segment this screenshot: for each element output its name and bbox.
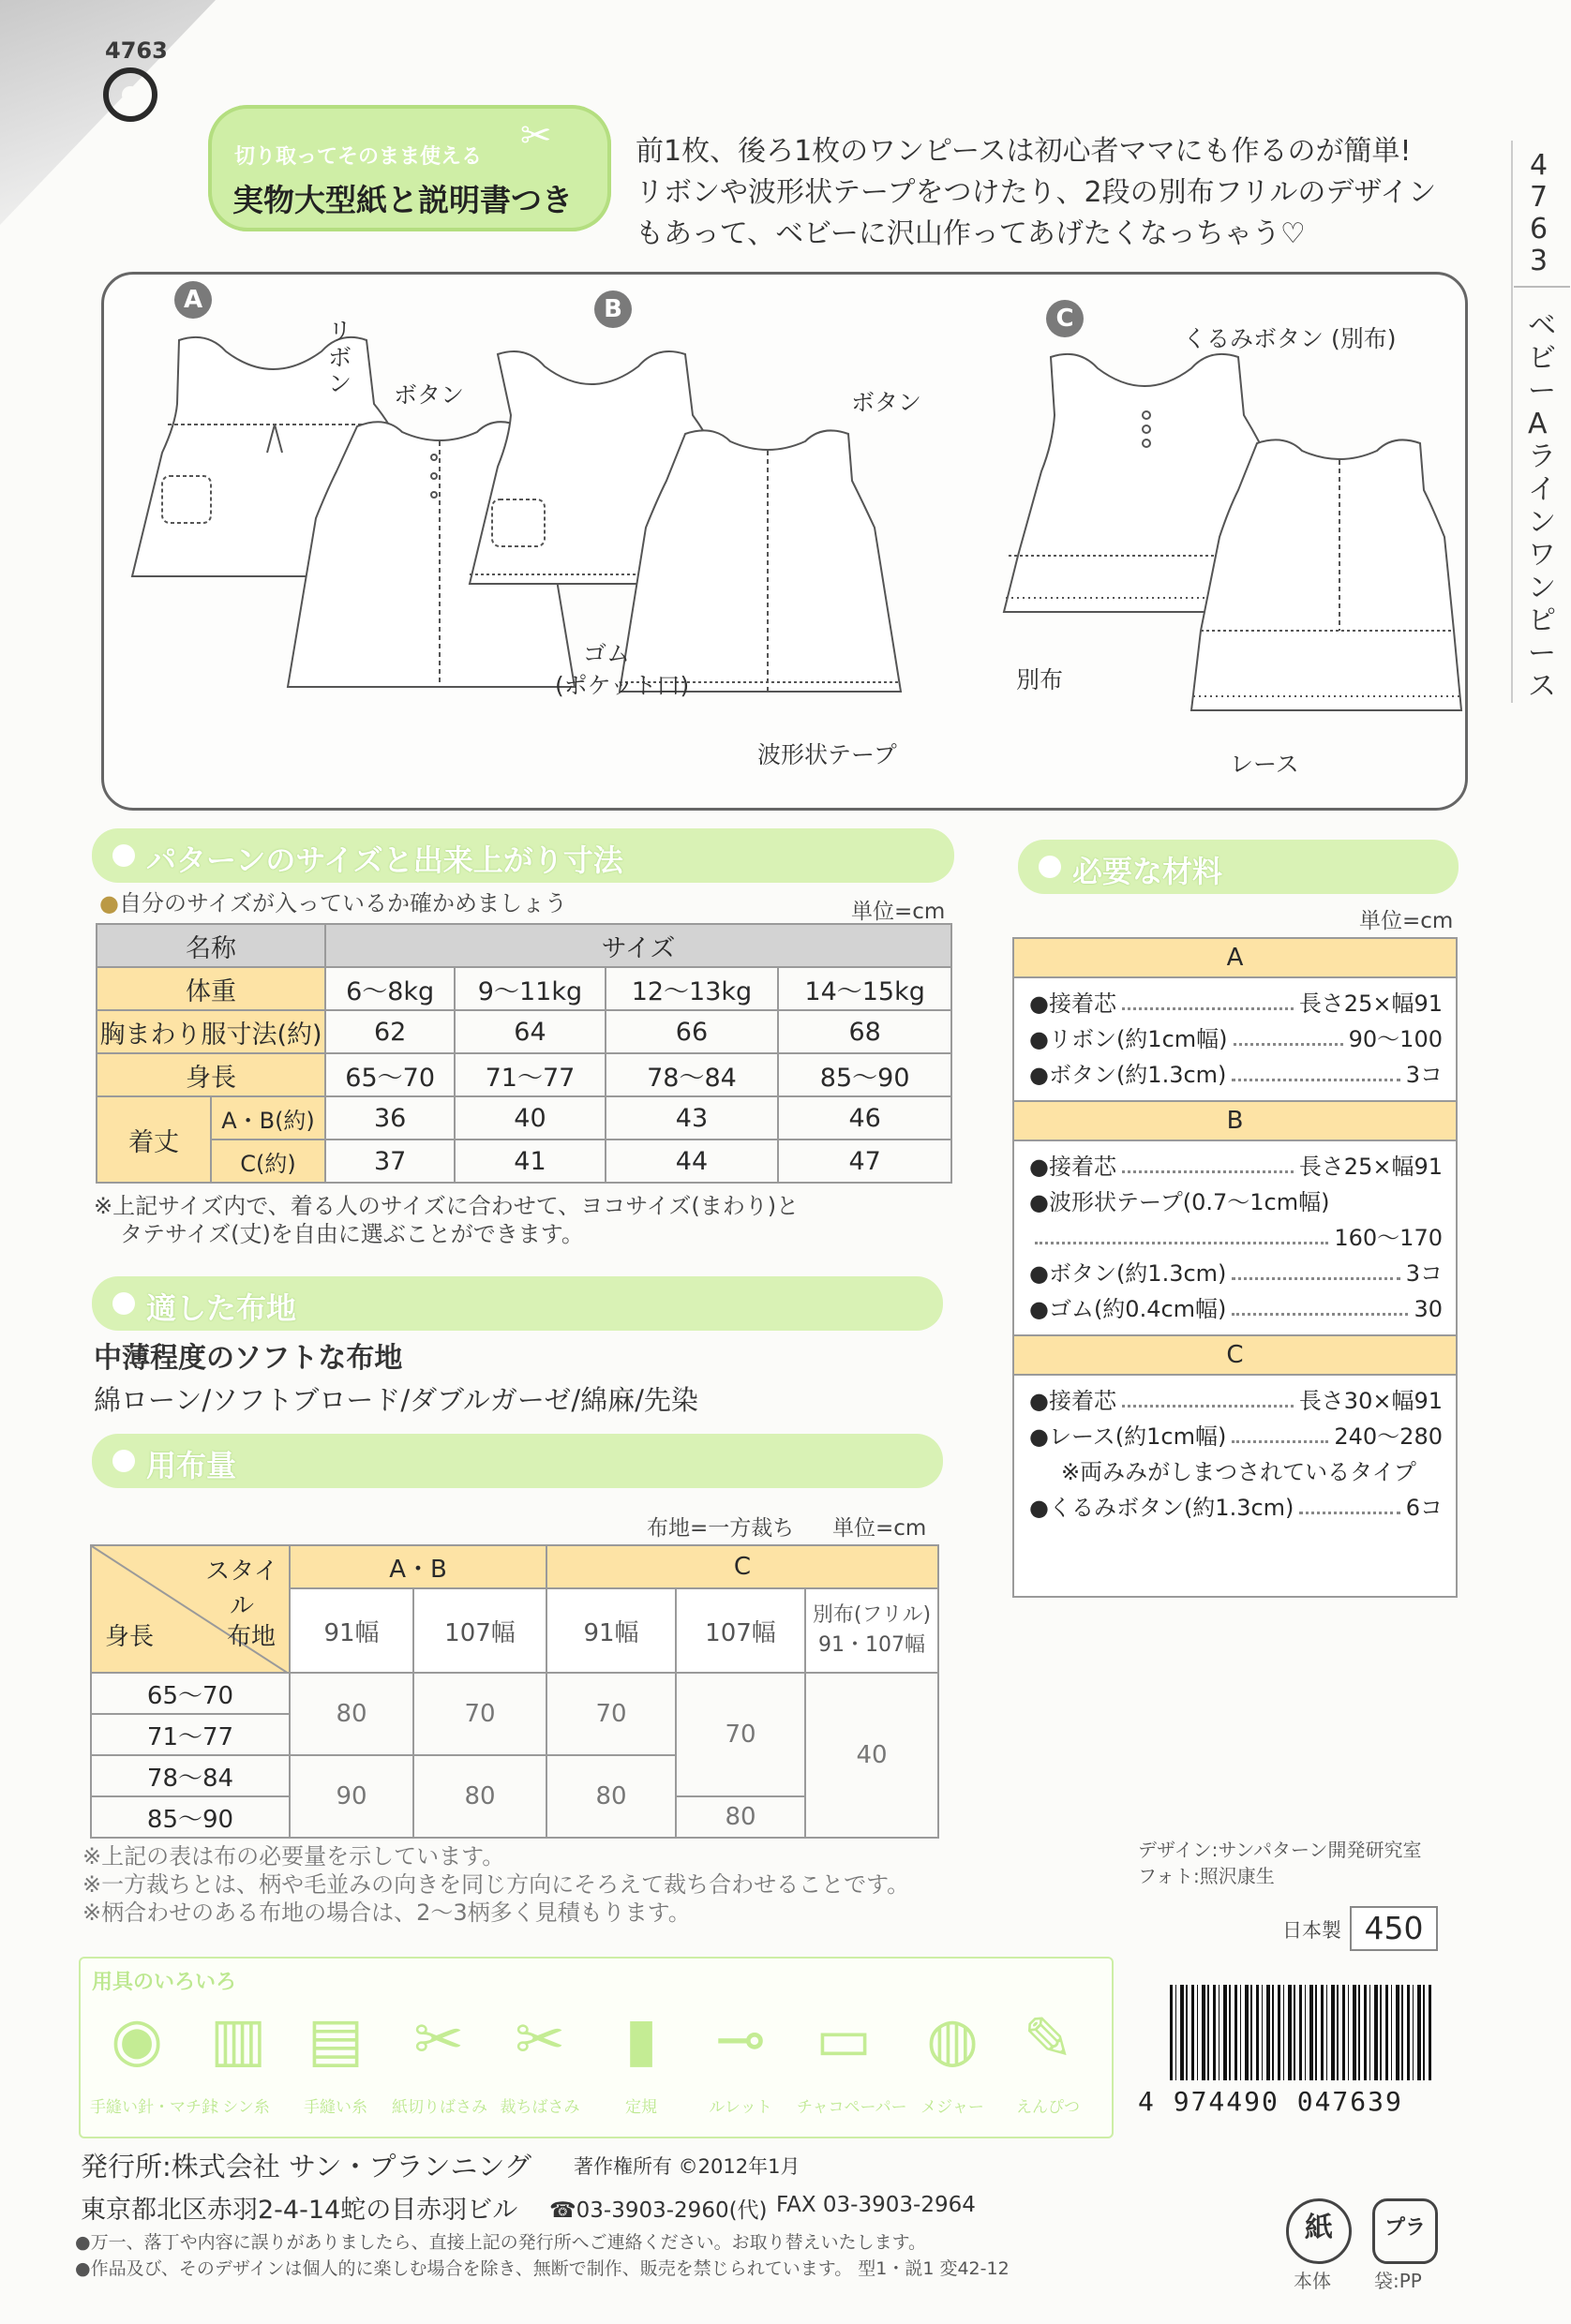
intro-line: リボンや波形状テープをつけたり、2段の別布フリルのデザイン [636, 176, 1437, 209]
pencil-icon: ✎ [1023, 2005, 1073, 2075]
size-cell: 47 [778, 1140, 951, 1183]
chalk-paper-icon: ▭ [815, 2005, 873, 2075]
tape-measure-icon: ◍ [926, 2005, 979, 2075]
product-code: 4763 [105, 37, 168, 64]
bullet-icon [1039, 856, 1061, 878]
style-a-marker: A [174, 281, 212, 319]
size-cell: 9〜11kg [455, 967, 605, 1010]
style-c-marker: C [1046, 300, 1084, 337]
tool-item [694, 1998, 787, 2117]
col-c-extra [805, 1588, 938, 1673]
size-section-header [92, 828, 954, 883]
pincushion-icon: ◉ [111, 2005, 163, 2075]
corner-shadow [0, 0, 216, 225]
style-b-marker: B [594, 290, 632, 328]
tool-label: 裁ちばさみ [500, 2098, 580, 2117]
size-cell: 43 [606, 1096, 779, 1140]
elastic-label: ゴム [583, 640, 631, 667]
fabric-scissors-icon: ✂ [515, 2005, 565, 2075]
yardage-table [90, 1544, 939, 1839]
address: 東京都北区赤羽2-4-14蛇の目赤羽ビル [81, 2196, 518, 2225]
material-item: ●波形状テープ(0.7〜1cm幅) [1029, 1189, 1330, 1215]
tracing-wheel-icon: ⊸ [715, 2005, 766, 2075]
tool-label: えんぴつ [1016, 2098, 1080, 2117]
material-item: ※両みみがしまつされているタイプ [1061, 1459, 1416, 1485]
yardage-cell: 40 [805, 1673, 938, 1838]
tool-label: ミシン糸 [206, 2098, 270, 2117]
col-c-extra-line1: 別布(フリル) [812, 1603, 932, 1627]
bullet-icon [112, 1450, 135, 1472]
material-item: ●ボタン(約1.3cm) 3コ [1014, 1057, 1456, 1093]
size-cell: 85〜90 [778, 1053, 951, 1096]
intro-line: もあって、ベビーに沢山作ってあげたくなっちゃう♡ [636, 217, 1306, 250]
tool-item [594, 1998, 688, 2117]
size-cell: 66 [606, 1010, 779, 1053]
hint-bullet-icon: ● [99, 890, 119, 916]
col-c-91: 91幅 [546, 1588, 676, 1673]
made-in: 日本製 [1282, 1919, 1341, 1942]
col-c-extra-line2: 91・107幅 [818, 1633, 925, 1657]
yardage-unit: 単位=cm [832, 1516, 927, 1541]
tool-item [191, 1998, 285, 2117]
bullet-icon [112, 844, 135, 867]
price: 450 [1350, 1906, 1438, 1951]
size-cell: 40 [455, 1096, 605, 1140]
height-row: 65〜70 [91, 1673, 290, 1714]
size-cell: 14〜15kg [778, 967, 951, 1010]
tool-label: 紙切りばさみ [392, 2098, 487, 2117]
row-label-chest: 胸まわり服寸法(約) [97, 1010, 325, 1053]
tool-item [90, 1998, 217, 2117]
row-label-weight: 体重 [97, 967, 325, 1010]
materials-section-title: 必要な材料 [1072, 854, 1223, 889]
tool-label: 手縫い針・マチ針 [90, 2098, 217, 2117]
materials-list-c [1014, 1376, 1456, 1533]
fax: FAX 03-3903-2964 [776, 2193, 976, 2217]
yardage-corner-cell [91, 1545, 290, 1673]
group-ab-header: A・B [290, 1545, 546, 1588]
tool-label: チャコペーパー [797, 2098, 907, 2117]
tool-label: ルレット [709, 2098, 772, 2117]
spine-divider [1511, 141, 1513, 703]
tools-panel [79, 1957, 1114, 2138]
col-c-107: 107幅 [676, 1588, 805, 1673]
plastic-recycle-label: 袋:PP [1374, 2270, 1422, 2292]
material-item: ●レース(約1cm幅) 240〜280 [1014, 1419, 1456, 1454]
materials-section-header [1018, 840, 1459, 894]
materials-box [1012, 937, 1458, 1598]
tool-item [905, 1998, 999, 2117]
pocket-opening-label: (ポケット口) [555, 672, 690, 699]
brand-logo-icon [103, 67, 157, 122]
phone: ☎03-3903-2960(代) [549, 2198, 768, 2223]
size-notes [94, 1192, 799, 1248]
size-hint [99, 885, 567, 917]
height-row: 85〜90 [91, 1796, 290, 1838]
size-cell: 12〜13kg [606, 967, 779, 1010]
size-cell: 37 [325, 1140, 455, 1183]
design-credit: デザイン:サンパターン開発研究室 [1138, 1839, 1422, 1861]
material-item: ●リボン(約1cm幅) 90〜100 [1014, 1021, 1456, 1057]
wave-tape-label: 波形状テープ [757, 741, 897, 768]
yardage-section-header [92, 1434, 943, 1488]
footer-note: ●万一、落丁や内容に誤りがありましたら、直接上記の発行所へご連絡ください。お取り替えいたします。 [75, 2232, 927, 2253]
row-label-length-ab: A・B(約) [211, 1096, 325, 1140]
height-row: 78〜84 [91, 1755, 290, 1796]
size-table-name-header: 名称 [97, 924, 325, 967]
row-label-height: 身長 [97, 1053, 325, 1096]
badge-title: 実物大型紙と説明書つき [232, 182, 573, 218]
size-cell: 36 [325, 1096, 455, 1140]
tools-title: 用具のいろいろ [92, 1971, 237, 1994]
tool-item [392, 1998, 486, 2117]
size-cell: 65〜70 [325, 1053, 455, 1096]
col-ab-91: 91幅 [290, 1588, 413, 1673]
size-unit: 単位=cm [851, 900, 946, 924]
dress-illustrations [104, 275, 1465, 808]
col-ab-107: 107幅 [413, 1588, 546, 1673]
intro-line: 前1枚、後ろ1枚のワンピースは初心者ママにも作るのが簡単! [636, 135, 1412, 168]
size-cell: 78〜84 [606, 1053, 779, 1096]
fabric-list: 綿ローン/ソフトブロード/ダブルガーゼ/綿麻/先染 [94, 1384, 698, 1416]
yardage-cell: 80 [413, 1755, 546, 1838]
row-label-length-c: C(約) [211, 1140, 325, 1183]
material-item: ●ゴム(約0.4cm幅) 30 [1014, 1291, 1456, 1327]
paper-recycle-label: 本体 [1294, 2270, 1331, 2292]
spine-title: ベビーAラインワンピース [1528, 309, 1556, 703]
size-cell: 6〜8kg [325, 967, 455, 1010]
group-c-header: C [546, 1545, 938, 1588]
yardage-notes [82, 1842, 909, 1927]
yardage-note: ※上記の表は布の必要量を示しています。 [82, 1843, 505, 1870]
ruler-icon: ▮ [624, 2005, 658, 2075]
tool-item [797, 1998, 907, 2117]
size-hint-text: 自分のサイズが入っているか確かめましょう [118, 890, 568, 916]
fabric-section-title: 適した布地 [146, 1290, 297, 1326]
size-section-title: パターンのサイズと出来上がり寸法 [146, 842, 623, 878]
badge-subtitle: 切り取ってそのまま使える [234, 145, 483, 169]
size-cell: 64 [455, 1010, 605, 1053]
button-label-b: ボタン [851, 389, 922, 416]
size-note: タテサイズ(丈)を自由に選ぶことができます。 [120, 1221, 584, 1247]
material-item: ●接着芯 長さ30×幅91 [1014, 1383, 1456, 1419]
fabric-section-header [92, 1276, 943, 1331]
yardage-cell: 70 [676, 1673, 805, 1796]
size-cell: 46 [778, 1096, 951, 1140]
thread-spool-icon: ▥ [209, 2005, 267, 2075]
tool-item [493, 1998, 587, 2117]
cut-note: 布地=一方裁ち [647, 1516, 795, 1541]
materials-unit: 単位=cm [1359, 909, 1454, 933]
material-item: ●接着芯 長さ25×幅91 [1014, 1149, 1456, 1184]
yardage-section-title: 用布量 [146, 1448, 237, 1483]
ribbon-label: リボン [328, 318, 352, 397]
plastic-recycle-icon: プラ [1372, 2198, 1438, 2264]
height-row: 71〜77 [91, 1714, 290, 1755]
material-item: ●くるみボタン(約1.3cm) 6コ [1014, 1490, 1456, 1526]
height-label: 身長 [105, 1623, 155, 1651]
yardage-cell: 80 [290, 1673, 413, 1755]
barcode [1170, 1985, 1434, 2080]
materials-list-b [1014, 1141, 1456, 1334]
yardage-cell: 90 [290, 1755, 413, 1838]
tool-item [1001, 1998, 1095, 2117]
photo-credit: フォト:照沢康生 [1138, 1865, 1275, 1887]
material-item: ●ボタン(約1.3cm) 3コ [1014, 1256, 1456, 1291]
covered-button-label: くるみボタン (別布) [1183, 325, 1397, 352]
materials-list-a [1014, 978, 1456, 1100]
barcode-number: 4 974490 047639 [1138, 2086, 1403, 2117]
bullet-icon [112, 1292, 135, 1315]
fabric-lead: 中薄程度のソフトな布地 [94, 1342, 403, 1375]
size-cell: 62 [325, 1010, 455, 1053]
hand-thread-icon: ▤ [307, 2005, 365, 2075]
tool-label: 定規 [625, 2098, 657, 2117]
materials-group-b: B [1014, 1100, 1456, 1141]
publisher: 発行所:株式会社 サン・プランニング [81, 2151, 531, 2182]
size-cell: 68 [778, 1010, 951, 1053]
tool-item [289, 1998, 382, 2117]
row-label-length: 着丈 [97, 1096, 211, 1183]
size-cell: 71〜77 [455, 1053, 605, 1096]
yardage-cell: 80 [546, 1755, 676, 1838]
material-item: ●接着芯 長さ25×幅91 [1014, 986, 1456, 1021]
fabric-label: 布地 [227, 1623, 277, 1651]
yardage-cell: 80 [676, 1796, 805, 1838]
footer-note: ●作品及び、そのデザインは個人的に楽しむ場合を除き、無断で制作、販売を禁じられています。 型1・説1 変42-12 [75, 2258, 1010, 2279]
tool-label: 手縫い糸 [304, 2098, 367, 2117]
yardage-note: ※柄合わせのある布地の場合は、2〜3柄多く見積もります。 [82, 1899, 691, 1926]
size-table-size-header: サイズ [325, 924, 951, 967]
materials-group-c: C [1014, 1334, 1456, 1376]
style-label: スタイル [205, 1557, 278, 1620]
yardage-cell: 70 [546, 1673, 676, 1755]
size-cell: 41 [455, 1140, 605, 1183]
tool-label: メジャー [920, 2098, 984, 2117]
materials-group-a: A [1014, 939, 1456, 978]
separate-fabric-label: 別布 [1016, 666, 1064, 693]
paper-recycle-icon: 紙 [1286, 2198, 1352, 2264]
paper-scissors-icon: ✂ [413, 2005, 464, 2075]
size-table [96, 923, 952, 1184]
size-cell: 44 [606, 1140, 779, 1183]
scissors-icon: ✂ [520, 114, 552, 157]
button-label-a: ボタン [394, 381, 465, 409]
spine-rule [1514, 286, 1570, 288]
yardage-note: ※一方裁ちとは、柄や毛並みの向きを同じ方向にそろえて裁ち合わせることです。 [82, 1871, 910, 1898]
credits [1138, 1837, 1422, 1889]
material-item: 160〜170 [1014, 1220, 1456, 1256]
intro-text [636, 131, 1479, 255]
copyright: 著作権所有 ©2012年1月 [574, 2155, 800, 2178]
yardage-cell: 70 [413, 1673, 546, 1755]
size-note: ※上記サイズ内で、着る人のサイズに合わせて、ヨコサイズ(まわり)と [94, 1193, 800, 1219]
lace-label: レース [1230, 751, 1299, 778]
spine-number: 4763 [1530, 149, 1549, 277]
